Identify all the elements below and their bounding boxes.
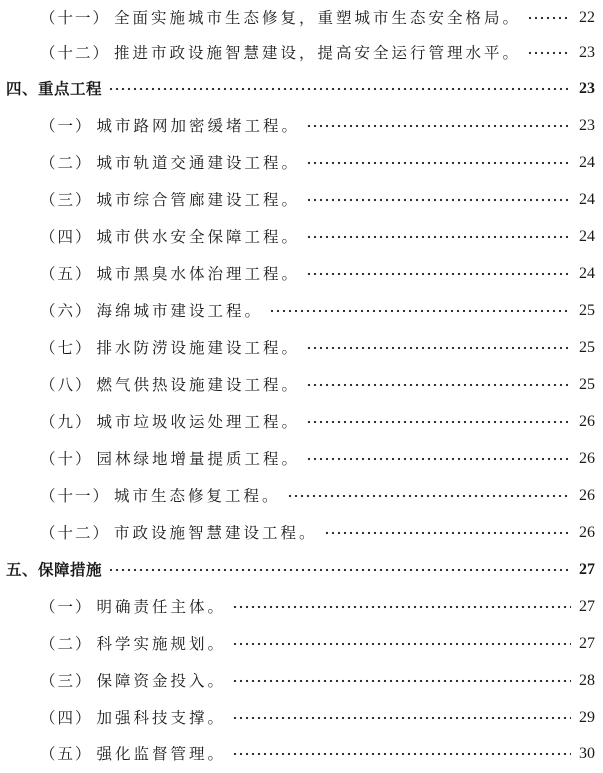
toc-entry-page: 23 [579,80,595,97]
toc-entry-page: 24 [579,191,595,208]
toc-entry-number: （十二） [40,44,111,62]
toc-entry-title: 园林绿地增量提质工程。 [96,450,301,468]
toc-entry-title: 城市垃圾收运处理工程。 [96,413,301,431]
toc-entry-title: 明确责任主体。 [96,598,227,616]
toc-entry[interactable] [0,704,603,732]
dot-leader [287,494,571,498]
dot-leader [306,383,571,387]
toc-entry-page: 24 [579,228,595,245]
toc-entry[interactable] [0,740,603,768]
toc-entry-page: 24 [579,265,595,282]
toc-entry-page: 27 [579,635,595,652]
toc-entry-number: （二） [40,635,93,653]
dot-leader [232,642,571,646]
toc-entry-number: （三） [40,672,93,690]
toc-section-title: 四、重点工程 [6,80,103,98]
toc-entry-title: 城市供水安全保障工程。 [96,228,301,246]
dot-leader [306,161,571,165]
dot-leader [232,679,571,683]
toc-entry-title: 市政设施智慧建设工程。 [114,524,318,542]
toc-entry[interactable] [0,260,603,288]
toc-entry-title: 全面实施城市生态修复，重塑城市生态安全格局。 [114,9,522,27]
dot-leader [108,568,571,572]
toc-entry[interactable] [0,39,603,67]
toc-entry-title: 加强科技支撑。 [96,709,227,727]
toc-entry[interactable] [0,482,603,510]
toc-entry-title: 排水防涝设施建设工程。 [96,339,301,357]
toc-section-heading[interactable] [0,556,603,584]
toc-entry-title: 海绵城市建设工程。 [96,302,264,320]
toc-entry-number: （七） [40,339,93,357]
toc-entry-title: 城市路网加密缓堵工程。 [96,117,301,135]
toc-entry-page: 22 [579,9,595,26]
toc-entry-number: （十） [40,450,93,468]
toc-entry-number: （四） [40,709,93,727]
toc-entry-title: 强化监督管理。 [96,745,227,763]
toc-entry[interactable] [0,371,603,399]
toc-entry-number: （五） [40,265,93,283]
toc-entry[interactable] [0,593,603,621]
toc-entry-number: （一） [40,598,93,616]
toc-entry-number: （一） [40,117,93,135]
toc-entry-page: 27 [579,561,595,578]
toc-entry[interactable] [0,519,603,547]
toc-entry-title: 城市综合管廊建设工程。 [96,191,301,209]
toc-entry-page: 23 [579,117,595,134]
toc-entry-page: 29 [579,709,595,726]
toc-section-title: 五、保障措施 [6,561,103,579]
dot-leader [306,198,571,202]
toc-entry[interactable] [0,445,603,473]
dot-leader [306,457,571,461]
dot-leader [527,51,571,55]
toc-entry-page: 25 [579,376,595,393]
toc-entry[interactable] [0,186,603,214]
dot-leader [306,235,571,239]
toc-entry-number: （六） [40,302,93,320]
toc-entry[interactable] [0,408,603,436]
toc-entry-page: 27 [579,598,595,615]
toc-entry[interactable] [0,223,603,251]
toc-entry[interactable] [0,297,603,325]
toc-entry-page: 23 [579,44,595,61]
toc-entry-number: （十二） [40,524,111,542]
toc-entry-title: 燃气供热设施建设工程。 [96,376,301,394]
toc-entry-page: 25 [579,339,595,356]
toc-entry-page: 30 [579,745,595,762]
toc-entry-page: 25 [579,302,595,319]
toc-entry-number: （十一） [40,487,111,505]
toc-entry[interactable] [0,334,603,362]
toc-entry-number: （五） [40,745,93,763]
dot-leader [527,16,571,20]
toc-entry-number: （四） [40,228,93,246]
dot-leader [108,87,571,91]
toc-entry-title: 保障资金投入。 [96,672,227,690]
dot-leader [306,124,571,128]
toc-entry[interactable] [0,112,603,140]
toc-entry[interactable] [0,630,603,658]
toc-entry-page: 26 [579,524,595,541]
dot-leader [232,752,571,756]
dot-leader [306,346,571,350]
toc-entry-title: 城市轨道交通建设工程。 [96,154,301,172]
dot-leader [324,531,571,535]
dot-leader [269,309,571,313]
toc-entry-title: 科学实施规划。 [96,635,227,653]
toc-entry-page: 28 [579,672,595,689]
toc-entry[interactable] [0,149,603,177]
dot-leader [232,605,571,609]
toc-entry-number: （十一） [40,9,111,27]
toc-section-heading[interactable] [0,75,603,103]
toc-entry[interactable] [0,4,603,32]
toc-entry-page: 26 [579,450,595,467]
toc-entry-title: 城市生态修复工程。 [114,487,281,505]
toc-entry-number: （三） [40,191,93,209]
toc-entry-page: 26 [579,413,595,430]
toc-entry-title: 推进市政设施智慧建设，提高安全运行管理水平。 [114,44,522,62]
toc-entry-page: 24 [579,154,595,171]
toc-entry-page: 26 [579,487,595,504]
dot-leader [232,716,571,720]
toc-entry[interactable] [0,667,603,695]
dot-leader [306,272,571,276]
dot-leader [306,420,571,424]
toc-entry-number: （八） [40,376,93,394]
toc-entry-number: （九） [40,413,93,431]
toc-entry-number: （二） [40,154,93,172]
toc-entry-title: 城市黑臭水体治理工程。 [96,265,301,283]
